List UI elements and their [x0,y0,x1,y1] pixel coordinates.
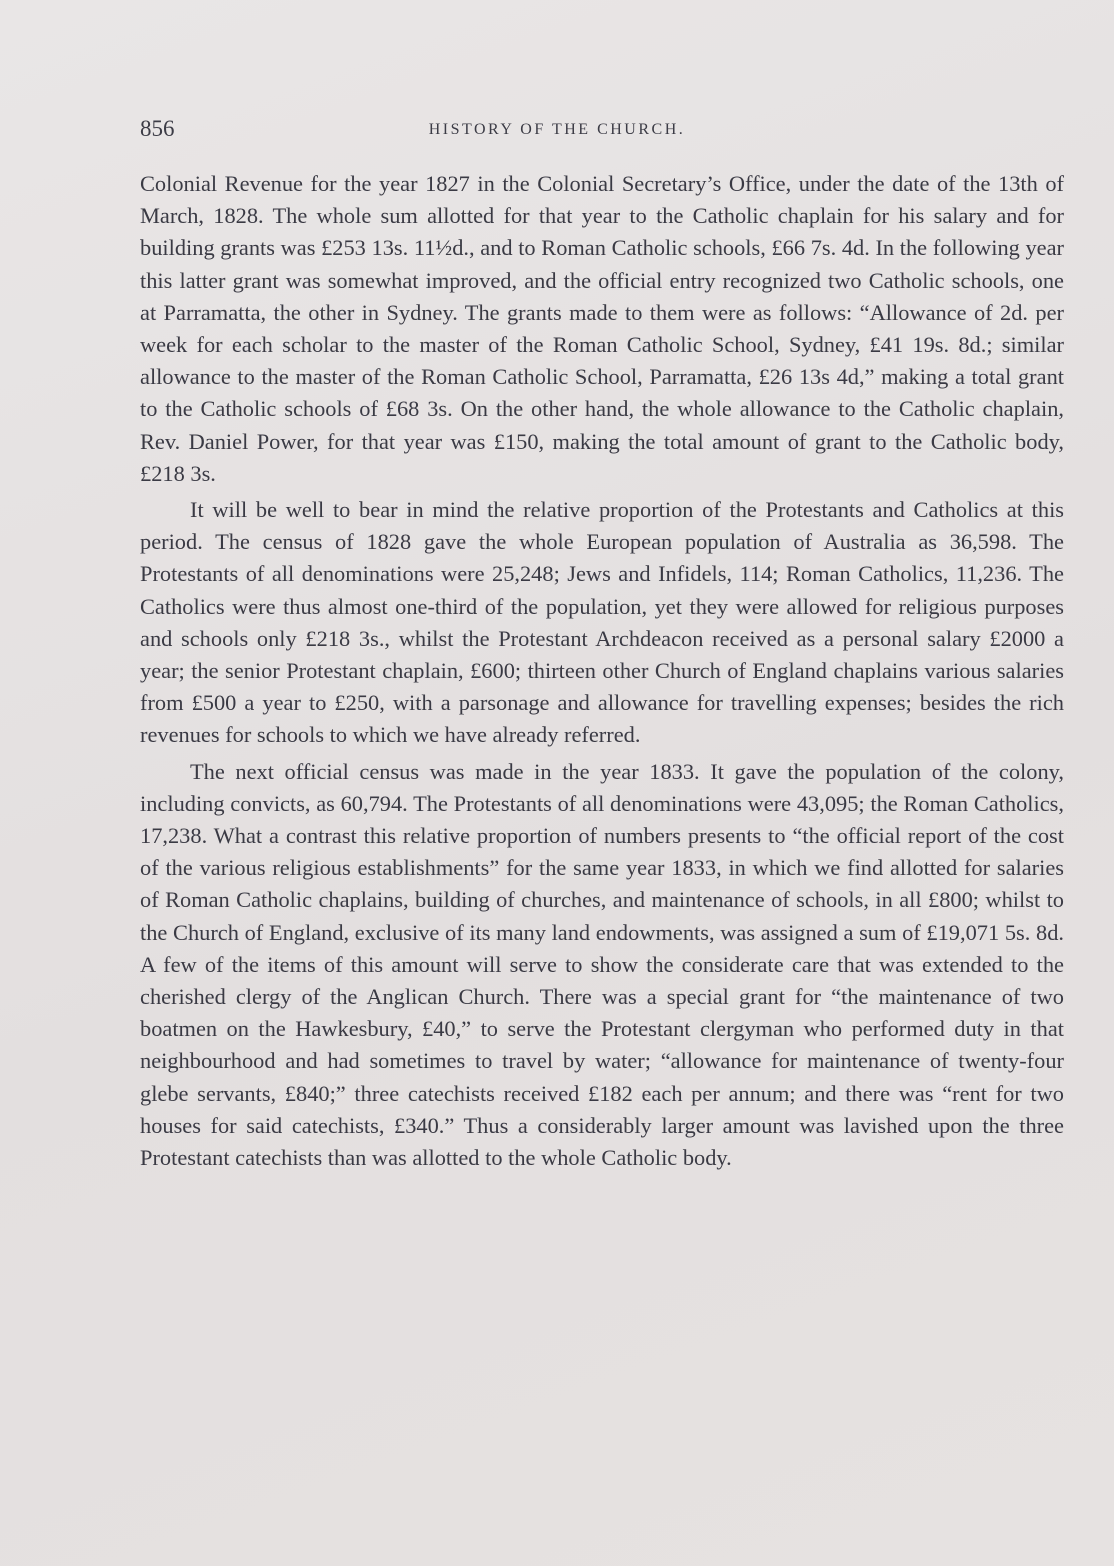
running-head: HISTORY OF THE CHURCH. [428,121,686,138]
paragraph-1: Colonial Revenue for the year 1827 in the Colonial Secretary’s Office, under the date of the 13th of March, 1828. The whole sum allotted for that year to the Catholic chaplain for his salary and for building grants was £253 13s. 11½d., and to Roman Catholic schools, £66 7s. 4d. In the following year this latter grant was somewhat improved, and the official entry recognized two Catholic schools, one at Parramatta, the other in Sydney. The grants made to them were as follows: “Allowance of 2d. per week for each scholar to the master of the Roman Catholic School, Sydney, £41 19s. 8d.; similar allowance to the master of the Roman Catholic School, Parramatta, £26 13s 4d,” making a total grant to the Catholic schools of £68 3s. On the other hand, the whole allowance to the Catholic chaplain, Rev. Daniel Power, for that year was £150, making the total amount of grant to the Catholic body, £218 3s. [140,171,1064,486]
paragraph-2: It will be well to bear in mind the relative proportion of the Protestants and Catholics at this period. The census of 1828 gave the whole European population of Australia as 36,598. The Protestants of all denominations were 25,248; Jews and Infidels, 114; Roman Catholics, 11,236. The Catholics were thus almost one-third of the population, yet they were allowed for religious purposes and schools only £218 3s., whilst the Protestant Archdeacon received as a personal salary £2000 a year; the senior Protestant chaplain, £600; thirteen other Church of England chaplains various salaries from £500 a year to £250, with a parsonage and allowance for travelling expenses; besides the rich revenues for schools to which we have already referred. [140,497,1064,748]
body-text [140,168,1064,1174]
page-number: 856 [140,116,175,141]
paragraph-3: The next official census was made in the year 1833. It gave the population of the colony, including convicts, as 60,794. The Protestants of all denominations were 43,095; the Roman Catholics, 17,238. What a contrast this relative proportion of numbers presents to “the official report of the cost of the various religious establishments” for the same year 1833, in which we find allotted for salaries of Roman Catholic chaplains, building of churches, and maintenance of schools, in all £800; whilst to the Church of England, exclusive of its many land endowments, was assigned a sum of £19,071 5s. 8d. A few of the items of this amount will serve to show the considerate care that was extended to the cherished clergy of the Anglican Church. There was a special grant for “the maintenance of two boatmen on the Hawkesbury, £40,” to serve the Protestant clergyman who performed duty in that neighbourhood and had sometimes to travel by water; “allowance for maintenance of twenty-four glebe servants, £840;” three catechists received £182 each per annum; and there was “rent for two houses for said catechists, £340.” Thus a considerably larger amount was lavished upon the three Protestant catechists than was allotted to the whole Catholic body. [140,758,1064,1171]
